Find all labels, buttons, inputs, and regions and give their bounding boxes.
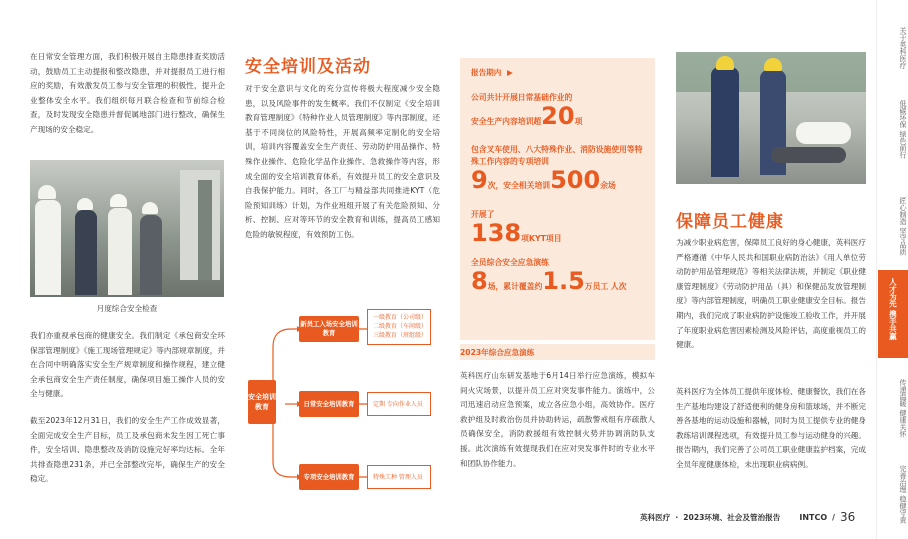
- footer-dot: ·: [675, 512, 679, 522]
- period-label: [471, 67, 513, 78]
- sidebar-item-quality[interactable]: 匠心制造 坚守品质: [899, 196, 907, 256]
- flow-branch-top: [273, 329, 297, 347]
- inspection-photo: [30, 160, 224, 297]
- stat-1-num: 20: [541, 102, 575, 130]
- stat-block-1: [471, 92, 649, 128]
- stat-4-line: [471, 269, 651, 293]
- flow-node-special: 专项安全培训教育: [299, 464, 359, 490]
- stat-4-pre: 全员综合安全应急演练: [471, 258, 549, 267]
- footer: [640, 510, 855, 524]
- training-paragraph: 对于安全意识与文化的充分宣传将极大程度减少安全隐患，以及风险事件的发生概率。我们不仅制定《安全培训教育管理制度》《特种作业人员管理制度》等内部制度，还基于不同岗位的风险特性，开展高频率定制化的安全培训，培训内容覆盖安全生产责任、劳动防护用品操作、特殊作业操作、危险化学品作业操作、急救操作等内容，形成全面的安全培训教育体系，有效提升员工的安全意识及自我保护能力。同时，各工厂与精益部共同推进KYT（危险预知训练）计划，为作业班组开展了有关危险预知、分析、控制、应对等环节的安全教育和训练，提高员工感知危险的敏锐程度，有效预防工伤。: [245, 84, 440, 239]
- flow-detail-line: 一级教育（公司级）: [373, 314, 428, 321]
- footer-brand: INTCO: [799, 512, 828, 522]
- footer-company: 英科医疗: [640, 512, 671, 522]
- stat-4-num2: 1.5: [542, 267, 585, 295]
- flow-detail-line: 三级教育（班组级）: [373, 332, 428, 339]
- drill-paragraph: 英科医疗山东研发基地于6月14日举行应急演练，模拟车间火灾场景，以提升员工应对突发事件能力。演练中，公司迅速启动应急预案，成立各应急小组，高效协作。医疗救护组及时救治伤员并协助转运，疏散警戒组有序疏散人员确保安全，消防救援组有效控制火势并协调消防队支援。此次演练有效提现我们在应对突发事件时的专业水平和团队协作能力。: [460, 371, 655, 468]
- contractor-paragraph: 我们亦重视承包商的健康安全。我们制定《承包商安全环保部管理制度》《施工现场管理规定》等内部规章制度，并在合同中明确落实安全生产规章制度和操作规程，建立健全承包商安全生产责任制度，确保项目施工操作人员的安全与健康。: [30, 331, 225, 399]
- flow-detail-line: 二级教育（车间级）: [373, 323, 428, 330]
- stat-3-line: [471, 221, 649, 245]
- sidebar-item-green[interactable]: 低碳环保 绿色前行: [899, 99, 907, 159]
- section-heading-training: 安全培训及活动: [245, 57, 371, 77]
- health-paragraph-1: 为减少职业病危害，保障员工良好的身心健康，英科医疗严格遵循《中华人民共和国职业病防治法》《用人单位劳动防护用品管理规范》等相关法律法规，并制定《职业健康管理制度》《劳动防护用品（具）和保健品发放管理制度》等内部管理制度，明确员工职业健康安全目标。报告期内，我们完成了职业病防护设施竣工验收工作，并开展了年度职业病危害因素检测及风险评估，高度重视员工的健康。: [676, 238, 866, 350]
- footer-slash: /: [832, 512, 835, 522]
- drill-title: 2023年综合应急演练: [460, 348, 535, 357]
- flow-detail-line: 定期 专向作业人员: [373, 400, 423, 408]
- stat-1-pre: 公司共计开展日常基础作业的: [471, 93, 573, 102]
- stat-2-post: 余场: [600, 181, 616, 190]
- stat-2-mid: 次，安全相关培训: [487, 181, 551, 190]
- stat-block-2: [471, 144, 649, 192]
- chevron-right-icon: ▶: [507, 68, 513, 77]
- sidebar-item-talent: 人才为先 携手共赢: [888, 278, 898, 340]
- stat-1-mid: 安全生产内容培训超: [471, 117, 542, 126]
- health-photo: [676, 52, 866, 184]
- sidebar-active-tab[interactable]: [878, 270, 908, 358]
- health-paragraph-2: 英科医疗为全体员工提供年度体检、健康餐饮，我们在各生产基地均建设了舒适便利的健身房和篮球场，并不断完善各基地的运动设施和器械，同时为员工提供专业的健身教练培训课程选项，有效提升员工参与运动健身的兴趣。报告期内，我们完善了公司员工职业健康监护档案，完成全员年度健康体检，未出现职业病病例。: [676, 387, 866, 469]
- flow-branch-bottom: [273, 462, 297, 477]
- stat-4-num: 8: [471, 267, 488, 295]
- flow-node-new-staff: 新员工入场安全培训教育: [299, 316, 359, 342]
- stat-1-line: [471, 104, 649, 128]
- stat-3-pre: 开展了: [471, 210, 495, 219]
- page-number: 36: [839, 510, 856, 524]
- stat-2-line: [471, 168, 649, 192]
- stat-3-post: 项KYT项目: [521, 234, 562, 243]
- stat-2-pre: 包含叉车使用、八大特殊作业、消防设施使用等特殊工作内容的专项培训: [471, 145, 643, 166]
- section-heading-health: 保障员工健康: [676, 212, 784, 232]
- sidebar-item-care[interactable]: 传递温暖 健康关怀: [899, 378, 907, 438]
- intro-paragraph: 在日常安全管理方面，我们积极开展自主隐患排查奖励活动，鼓励员工主动提报和整改隐患，并对提报员工进行相应的奖励，有效激发员工参与安全管理的积极性，提升企业整体安全水平。我们组织每月联合检查和节前综合检查，及时发现安全隐患并督促属地部门进行整改，确保生产现场的安全稳定。: [30, 52, 225, 134]
- flow-center-node: 安全培训教育: [248, 380, 276, 424]
- period-label-text: 报告期内: [471, 68, 502, 77]
- flow-detail-new-staff: [367, 309, 431, 345]
- footer-report: 2023环境、社会及管治报告: [683, 512, 781, 522]
- results-paragraph: 截至2023年12月31日，我们的安全生产工作成效显著，全面完成安全生产目标，员工及承包商未发生因工死亡事件，安全培训、隐患整改及消防设施完好率均达标。全年共排查隐患231条，并已全部整改完毕，确保生产的安全稳定。: [30, 416, 225, 484]
- sidebar-item-governance[interactable]: 完善治理 稳健守责: [899, 464, 907, 524]
- stat-block-3: [471, 209, 649, 245]
- stat-4-post: 万员工 人次: [584, 282, 627, 291]
- sidebar-item-about[interactable]: 关于英科医疗: [899, 27, 907, 69]
- flow-detail-special: [367, 465, 431, 489]
- drill-title-bar: [460, 344, 655, 360]
- stat-2-num2: 500: [550, 166, 601, 194]
- stat-block-4: [471, 257, 651, 293]
- flow-links: [359, 329, 367, 477]
- photo-caption: 月度综合安全检查: [96, 304, 158, 313]
- flow-node-daily: 日常安全培训教育: [299, 391, 359, 417]
- stat-3-num: 138: [471, 219, 522, 247]
- flow-detail-daily: [367, 392, 431, 416]
- flow-detail-line: 特殊工种 管理人员: [373, 473, 423, 481]
- stat-4-mid: 场，累计覆盖约: [487, 282, 543, 291]
- stat-2-num: 9: [471, 166, 488, 194]
- stat-1-post: 项: [574, 117, 583, 126]
